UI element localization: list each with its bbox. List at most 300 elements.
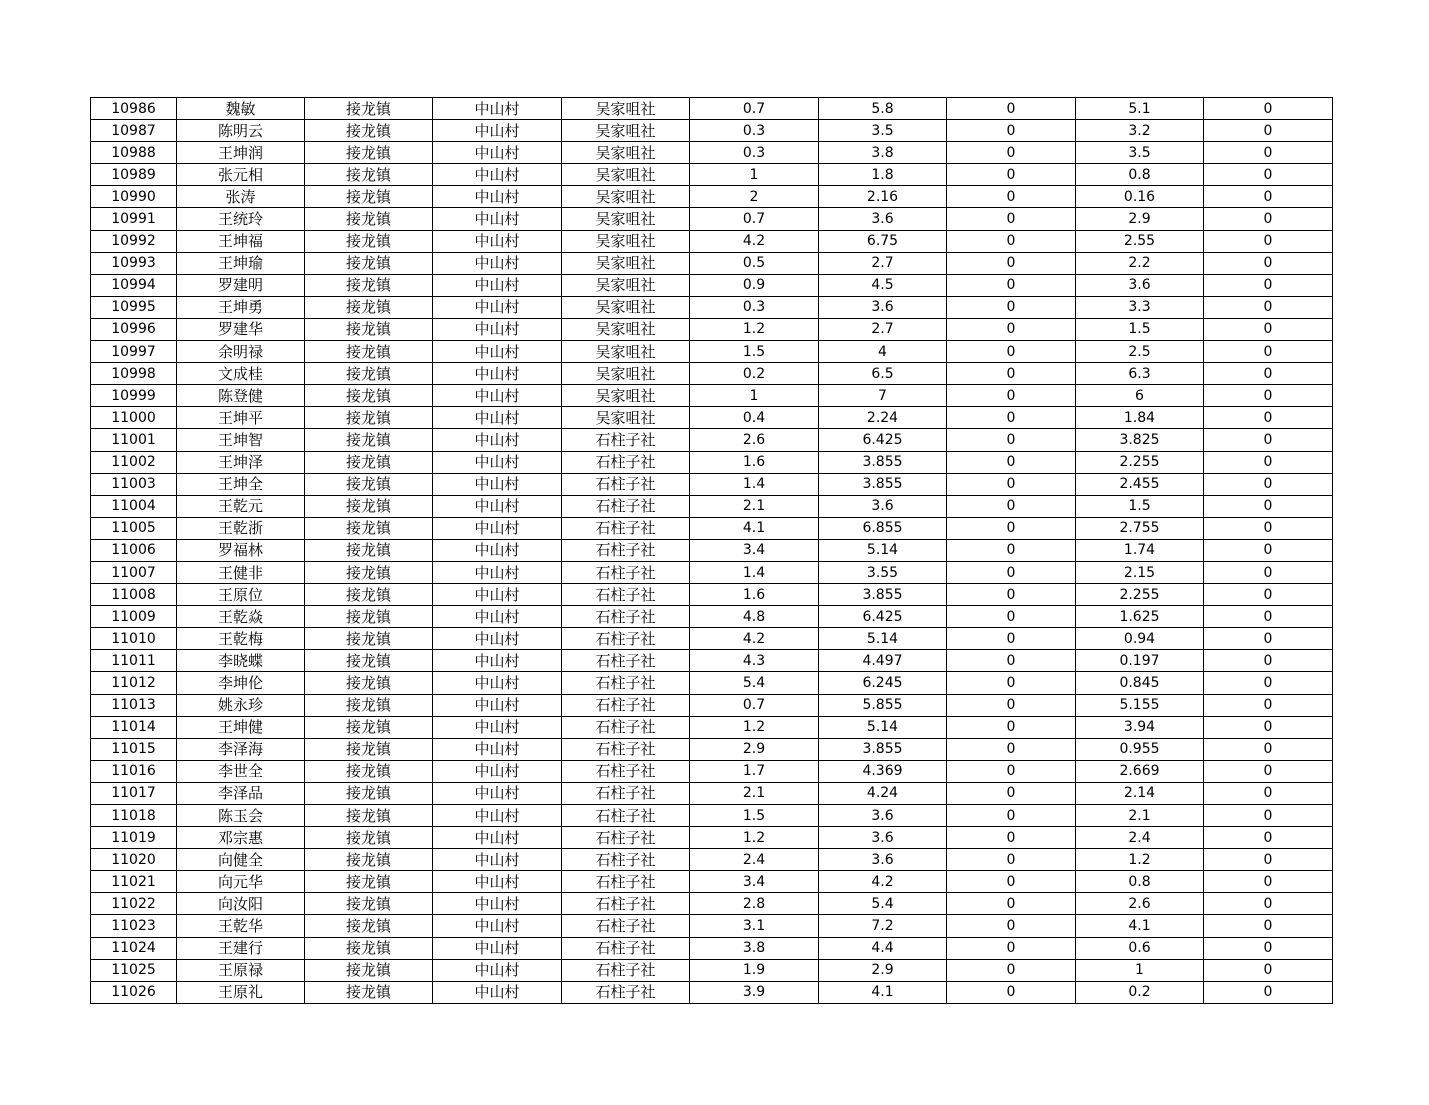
data-table (90, 97, 1333, 1004)
cell-value-e: 0 (1204, 937, 1333, 959)
cell-value-b: 3.6 (819, 827, 947, 849)
cell-village: 中山村 (433, 208, 562, 230)
cell-record-id: 11019 (91, 827, 177, 849)
cell-name: 王坤勇 (177, 296, 305, 318)
cell-name: 魏敏 (177, 98, 305, 120)
cell-value-a: 2.8 (690, 893, 819, 915)
cell-village: 中山村 (433, 539, 562, 561)
cell-value-d: 3.3 (1076, 296, 1204, 318)
cell-name: 王乾焱 (177, 606, 305, 628)
cell-value-a: 5.4 (690, 672, 819, 694)
cell-value-d: 2.6 (1076, 893, 1204, 915)
cell-name: 向健全 (177, 849, 305, 871)
table-row (91, 120, 1333, 142)
cell-record-id: 10995 (91, 296, 177, 318)
cell-value-d: 0.197 (1076, 650, 1204, 672)
table-row (91, 782, 1333, 804)
cell-value-c: 0 (947, 760, 1076, 782)
cell-village: 中山村 (433, 959, 562, 981)
cell-record-id: 11010 (91, 628, 177, 650)
cell-value-b: 3.6 (819, 805, 947, 827)
cell-record-id: 11022 (91, 893, 177, 915)
cell-value-b: 5.14 (819, 628, 947, 650)
cell-value-c: 0 (947, 805, 1076, 827)
cell-name: 罗福林 (177, 539, 305, 561)
cell-town: 接龙镇 (305, 98, 433, 120)
cell-village: 中山村 (433, 981, 562, 1003)
cell-value-e: 0 (1204, 849, 1333, 871)
cell-value-d: 2.2 (1076, 252, 1204, 274)
cell-value-b: 4.1 (819, 981, 947, 1003)
cell-value-c: 0 (947, 716, 1076, 738)
table-row (91, 208, 1333, 230)
cell-value-a: 2.6 (690, 429, 819, 451)
table-row (91, 164, 1333, 186)
table-row (91, 341, 1333, 363)
cell-value-e: 0 (1204, 429, 1333, 451)
cell-value-e: 0 (1204, 584, 1333, 606)
cell-town: 接龙镇 (305, 650, 433, 672)
cell-record-id: 11018 (91, 805, 177, 827)
cell-record-id: 11000 (91, 407, 177, 429)
cell-value-a: 1.5 (690, 341, 819, 363)
cell-group: 石柱子社 (562, 959, 690, 981)
cell-town: 接龙镇 (305, 782, 433, 804)
cell-town: 接龙镇 (305, 716, 433, 738)
cell-village: 中山村 (433, 495, 562, 517)
cell-value-b: 3.6 (819, 849, 947, 871)
cell-value-c: 0 (947, 363, 1076, 385)
cell-value-c: 0 (947, 495, 1076, 517)
cell-value-a: 0.4 (690, 407, 819, 429)
cell-value-e: 0 (1204, 385, 1333, 407)
cell-town: 接龙镇 (305, 672, 433, 694)
cell-name: 邓宗惠 (177, 827, 305, 849)
cell-value-b: 4.369 (819, 760, 947, 782)
cell-group: 石柱子社 (562, 672, 690, 694)
cell-town: 接龙镇 (305, 738, 433, 760)
cell-village: 中山村 (433, 738, 562, 760)
cell-value-b: 4.24 (819, 782, 947, 804)
cell-name: 王坤瑜 (177, 252, 305, 274)
cell-group: 石柱子社 (562, 937, 690, 959)
table-row (91, 385, 1333, 407)
cell-value-c: 0 (947, 584, 1076, 606)
cell-value-b: 3.6 (819, 296, 947, 318)
cell-value-b: 3.855 (819, 473, 947, 495)
cell-town: 接龙镇 (305, 341, 433, 363)
cell-group: 吴家咀社 (562, 230, 690, 252)
table-row (91, 186, 1333, 208)
cell-group: 吴家咀社 (562, 252, 690, 274)
cell-record-id: 10992 (91, 230, 177, 252)
cell-town: 接龙镇 (305, 186, 433, 208)
cell-name: 王乾梅 (177, 628, 305, 650)
cell-town: 接龙镇 (305, 584, 433, 606)
cell-village: 中山村 (433, 385, 562, 407)
cell-group: 吴家咀社 (562, 164, 690, 186)
cell-value-d: 3.94 (1076, 716, 1204, 738)
cell-value-a: 1.5 (690, 805, 819, 827)
cell-town: 接龙镇 (305, 849, 433, 871)
cell-value-d: 2.255 (1076, 584, 1204, 606)
cell-town: 接龙镇 (305, 628, 433, 650)
cell-village: 中山村 (433, 584, 562, 606)
cell-value-b: 4.2 (819, 871, 947, 893)
cell-value-e: 0 (1204, 628, 1333, 650)
cell-value-d: 0.8 (1076, 871, 1204, 893)
cell-village: 中山村 (433, 871, 562, 893)
cell-value-b: 3.855 (819, 451, 947, 473)
cell-village: 中山村 (433, 893, 562, 915)
cell-value-c: 0 (947, 252, 1076, 274)
cell-group: 石柱子社 (562, 628, 690, 650)
cell-village: 中山村 (433, 230, 562, 252)
cell-value-a: 0.7 (690, 98, 819, 120)
cell-record-id: 11003 (91, 473, 177, 495)
cell-value-a: 1.6 (690, 451, 819, 473)
cell-value-c: 0 (947, 650, 1076, 672)
cell-value-c: 0 (947, 694, 1076, 716)
cell-value-e: 0 (1204, 120, 1333, 142)
cell-value-e: 0 (1204, 915, 1333, 937)
cell-group: 吴家咀社 (562, 385, 690, 407)
cell-town: 接龙镇 (305, 606, 433, 628)
cell-value-d: 1.5 (1076, 318, 1204, 340)
cell-value-d: 5.155 (1076, 694, 1204, 716)
table-row (91, 142, 1333, 164)
cell-group: 石柱子社 (562, 782, 690, 804)
cell-value-a: 4.2 (690, 628, 819, 650)
cell-town: 接龙镇 (305, 915, 433, 937)
cell-village: 中山村 (433, 937, 562, 959)
cell-value-e: 0 (1204, 959, 1333, 981)
cell-town: 接龙镇 (305, 385, 433, 407)
table-row (91, 252, 1333, 274)
cell-value-e: 0 (1204, 363, 1333, 385)
cell-village: 中山村 (433, 517, 562, 539)
cell-village: 中山村 (433, 650, 562, 672)
cell-value-d: 0.6 (1076, 937, 1204, 959)
cell-village: 中山村 (433, 98, 562, 120)
cell-record-id: 10997 (91, 341, 177, 363)
cell-village: 中山村 (433, 164, 562, 186)
cell-group: 石柱子社 (562, 893, 690, 915)
cell-village: 中山村 (433, 694, 562, 716)
cell-village: 中山村 (433, 915, 562, 937)
cell-town: 接龙镇 (305, 142, 433, 164)
cell-value-b: 6.245 (819, 672, 947, 694)
cell-value-c: 0 (947, 628, 1076, 650)
cell-value-a: 3.8 (690, 937, 819, 959)
cell-group: 吴家咀社 (562, 296, 690, 318)
cell-village: 中山村 (433, 782, 562, 804)
cell-town: 接龙镇 (305, 429, 433, 451)
cell-name: 陈登健 (177, 385, 305, 407)
cell-record-id: 11008 (91, 584, 177, 606)
cell-value-d: 3.6 (1076, 274, 1204, 296)
cell-value-a: 4.1 (690, 517, 819, 539)
cell-value-d: 1 (1076, 959, 1204, 981)
cell-group: 石柱子社 (562, 915, 690, 937)
cell-value-d: 0.845 (1076, 672, 1204, 694)
cell-name: 王统玲 (177, 208, 305, 230)
cell-value-d: 0.8 (1076, 164, 1204, 186)
cell-town: 接龙镇 (305, 981, 433, 1003)
cell-value-e: 0 (1204, 473, 1333, 495)
cell-group: 吴家咀社 (562, 98, 690, 120)
cell-name: 文成桂 (177, 363, 305, 385)
cell-value-a: 2.1 (690, 782, 819, 804)
cell-name: 李世全 (177, 760, 305, 782)
cell-group: 石柱子社 (562, 827, 690, 849)
cell-name: 王乾浙 (177, 517, 305, 539)
cell-village: 中山村 (433, 805, 562, 827)
cell-value-d: 2.9 (1076, 208, 1204, 230)
cell-value-a: 1.4 (690, 561, 819, 583)
cell-value-d: 1.625 (1076, 606, 1204, 628)
table-row (91, 296, 1333, 318)
cell-record-id: 10990 (91, 186, 177, 208)
cell-value-a: 1.7 (690, 760, 819, 782)
cell-town: 接龙镇 (305, 164, 433, 186)
cell-town: 接龙镇 (305, 805, 433, 827)
cell-value-b: 5.14 (819, 539, 947, 561)
cell-record-id: 11012 (91, 672, 177, 694)
cell-value-a: 0.3 (690, 120, 819, 142)
cell-value-e: 0 (1204, 208, 1333, 230)
cell-value-e: 0 (1204, 871, 1333, 893)
cell-value-b: 2.7 (819, 318, 947, 340)
table-row (91, 849, 1333, 871)
cell-value-a: 4.3 (690, 650, 819, 672)
cell-value-d: 1.2 (1076, 849, 1204, 871)
cell-value-a: 0.7 (690, 208, 819, 230)
cell-record-id: 10988 (91, 142, 177, 164)
cell-village: 中山村 (433, 716, 562, 738)
cell-value-e: 0 (1204, 716, 1333, 738)
cell-value-c: 0 (947, 473, 1076, 495)
cell-value-e: 0 (1204, 318, 1333, 340)
cell-value-a: 0.3 (690, 142, 819, 164)
cell-record-id: 10999 (91, 385, 177, 407)
cell-value-b: 6.75 (819, 230, 947, 252)
cell-value-d: 2.5 (1076, 341, 1204, 363)
cell-group: 石柱子社 (562, 849, 690, 871)
cell-value-c: 0 (947, 893, 1076, 915)
cell-value-c: 0 (947, 385, 1076, 407)
cell-value-c: 0 (947, 539, 1076, 561)
cell-record-id: 11007 (91, 561, 177, 583)
cell-group: 石柱子社 (562, 473, 690, 495)
cell-record-id: 11011 (91, 650, 177, 672)
cell-town: 接龙镇 (305, 893, 433, 915)
cell-name: 罗建明 (177, 274, 305, 296)
cell-value-d: 2.14 (1076, 782, 1204, 804)
cell-value-d: 3.825 (1076, 429, 1204, 451)
cell-value-c: 0 (947, 738, 1076, 760)
cell-value-b: 4.5 (819, 274, 947, 296)
cell-group: 石柱子社 (562, 981, 690, 1003)
cell-value-a: 1.4 (690, 473, 819, 495)
cell-value-b: 4 (819, 341, 947, 363)
cell-record-id: 11004 (91, 495, 177, 517)
cell-value-e: 0 (1204, 981, 1333, 1003)
table-row (91, 98, 1333, 120)
cell-value-b: 6.425 (819, 606, 947, 628)
cell-value-e: 0 (1204, 407, 1333, 429)
cell-group: 吴家咀社 (562, 363, 690, 385)
table-row (91, 694, 1333, 716)
cell-value-e: 0 (1204, 230, 1333, 252)
cell-value-b: 5.855 (819, 694, 947, 716)
cell-town: 接龙镇 (305, 407, 433, 429)
table-row (91, 915, 1333, 937)
table-row (91, 959, 1333, 981)
cell-group: 石柱子社 (562, 760, 690, 782)
cell-value-d: 1.5 (1076, 495, 1204, 517)
cell-record-id: 10998 (91, 363, 177, 385)
cell-value-c: 0 (947, 561, 1076, 583)
cell-record-id: 11024 (91, 937, 177, 959)
cell-name: 陈玉会 (177, 805, 305, 827)
cell-value-c: 0 (947, 407, 1076, 429)
cell-value-e: 0 (1204, 517, 1333, 539)
cell-record-id: 11020 (91, 849, 177, 871)
cell-value-a: 2 (690, 186, 819, 208)
cell-record-id: 10991 (91, 208, 177, 230)
cell-value-a: 0.7 (690, 694, 819, 716)
cell-village: 中山村 (433, 186, 562, 208)
cell-value-b: 3.55 (819, 561, 947, 583)
cell-value-c: 0 (947, 959, 1076, 981)
table-row (91, 805, 1333, 827)
cell-value-b: 3.855 (819, 738, 947, 760)
cell-group: 吴家咀社 (562, 274, 690, 296)
cell-value-a: 0.3 (690, 296, 819, 318)
cell-town: 接龙镇 (305, 363, 433, 385)
cell-name: 张涛 (177, 186, 305, 208)
cell-value-a: 3.4 (690, 871, 819, 893)
cell-village: 中山村 (433, 274, 562, 296)
cell-group: 石柱子社 (562, 805, 690, 827)
table-row (91, 628, 1333, 650)
cell-value-a: 4.2 (690, 230, 819, 252)
cell-town: 接龙镇 (305, 318, 433, 340)
cell-value-d: 0.16 (1076, 186, 1204, 208)
cell-record-id: 11021 (91, 871, 177, 893)
cell-value-c: 0 (947, 849, 1076, 871)
cell-value-d: 2.255 (1076, 451, 1204, 473)
cell-town: 接龙镇 (305, 539, 433, 561)
cell-value-b: 3.855 (819, 584, 947, 606)
cell-value-d: 6 (1076, 385, 1204, 407)
cell-value-c: 0 (947, 672, 1076, 694)
cell-record-id: 11013 (91, 694, 177, 716)
cell-group: 吴家咀社 (562, 208, 690, 230)
cell-group: 石柱子社 (562, 716, 690, 738)
cell-record-id: 11026 (91, 981, 177, 1003)
cell-value-a: 1 (690, 164, 819, 186)
cell-value-e: 0 (1204, 760, 1333, 782)
cell-village: 中山村 (433, 363, 562, 385)
cell-town: 接龙镇 (305, 760, 433, 782)
cell-value-d: 2.455 (1076, 473, 1204, 495)
cell-village: 中山村 (433, 142, 562, 164)
table-row (91, 473, 1333, 495)
cell-value-d: 2.669 (1076, 760, 1204, 782)
cell-value-a: 2.9 (690, 738, 819, 760)
cell-town: 接龙镇 (305, 827, 433, 849)
cell-village: 中山村 (433, 451, 562, 473)
cell-value-a: 4.8 (690, 606, 819, 628)
cell-value-b: 5.14 (819, 716, 947, 738)
cell-value-d: 6.3 (1076, 363, 1204, 385)
cell-value-d: 3.5 (1076, 142, 1204, 164)
cell-value-b: 4.4 (819, 937, 947, 959)
cell-value-d: 2.55 (1076, 230, 1204, 252)
cell-value-a: 1.2 (690, 318, 819, 340)
cell-value-a: 3.9 (690, 981, 819, 1003)
cell-value-c: 0 (947, 429, 1076, 451)
cell-group: 吴家咀社 (562, 186, 690, 208)
cell-record-id: 11016 (91, 760, 177, 782)
cell-value-e: 0 (1204, 451, 1333, 473)
cell-value-b: 3.5 (819, 120, 947, 142)
cell-value-a: 3.1 (690, 915, 819, 937)
cell-town: 接龙镇 (305, 120, 433, 142)
cell-value-a: 0.2 (690, 363, 819, 385)
cell-value-e: 0 (1204, 98, 1333, 120)
cell-group: 吴家咀社 (562, 407, 690, 429)
cell-record-id: 11001 (91, 429, 177, 451)
cell-value-b: 2.16 (819, 186, 947, 208)
cell-value-d: 2.4 (1076, 827, 1204, 849)
cell-town: 接龙镇 (305, 871, 433, 893)
cell-group: 石柱子社 (562, 429, 690, 451)
cell-value-b: 5.4 (819, 893, 947, 915)
table-row (91, 650, 1333, 672)
cell-value-e: 0 (1204, 296, 1333, 318)
cell-record-id: 11015 (91, 738, 177, 760)
cell-name: 张元相 (177, 164, 305, 186)
cell-value-a: 2.4 (690, 849, 819, 871)
table-row (91, 937, 1333, 959)
cell-village: 中山村 (433, 827, 562, 849)
cell-value-c: 0 (947, 871, 1076, 893)
table-row (91, 738, 1333, 760)
cell-value-e: 0 (1204, 274, 1333, 296)
cell-value-c: 0 (947, 451, 1076, 473)
cell-value-a: 1.6 (690, 584, 819, 606)
cell-value-e: 0 (1204, 186, 1333, 208)
cell-value-e: 0 (1204, 561, 1333, 583)
cell-value-b: 1.8 (819, 164, 947, 186)
cell-town: 接龙镇 (305, 561, 433, 583)
cell-village: 中山村 (433, 561, 562, 583)
cell-town: 接龙镇 (305, 451, 433, 473)
cell-value-e: 0 (1204, 252, 1333, 274)
table-row (91, 871, 1333, 893)
cell-record-id: 10989 (91, 164, 177, 186)
cell-value-b: 3.6 (819, 208, 947, 230)
cell-value-e: 0 (1204, 495, 1333, 517)
cell-record-id: 11005 (91, 517, 177, 539)
cell-village: 中山村 (433, 252, 562, 274)
cell-name: 向汝阳 (177, 893, 305, 915)
cell-name: 向元华 (177, 871, 305, 893)
table-row (91, 318, 1333, 340)
